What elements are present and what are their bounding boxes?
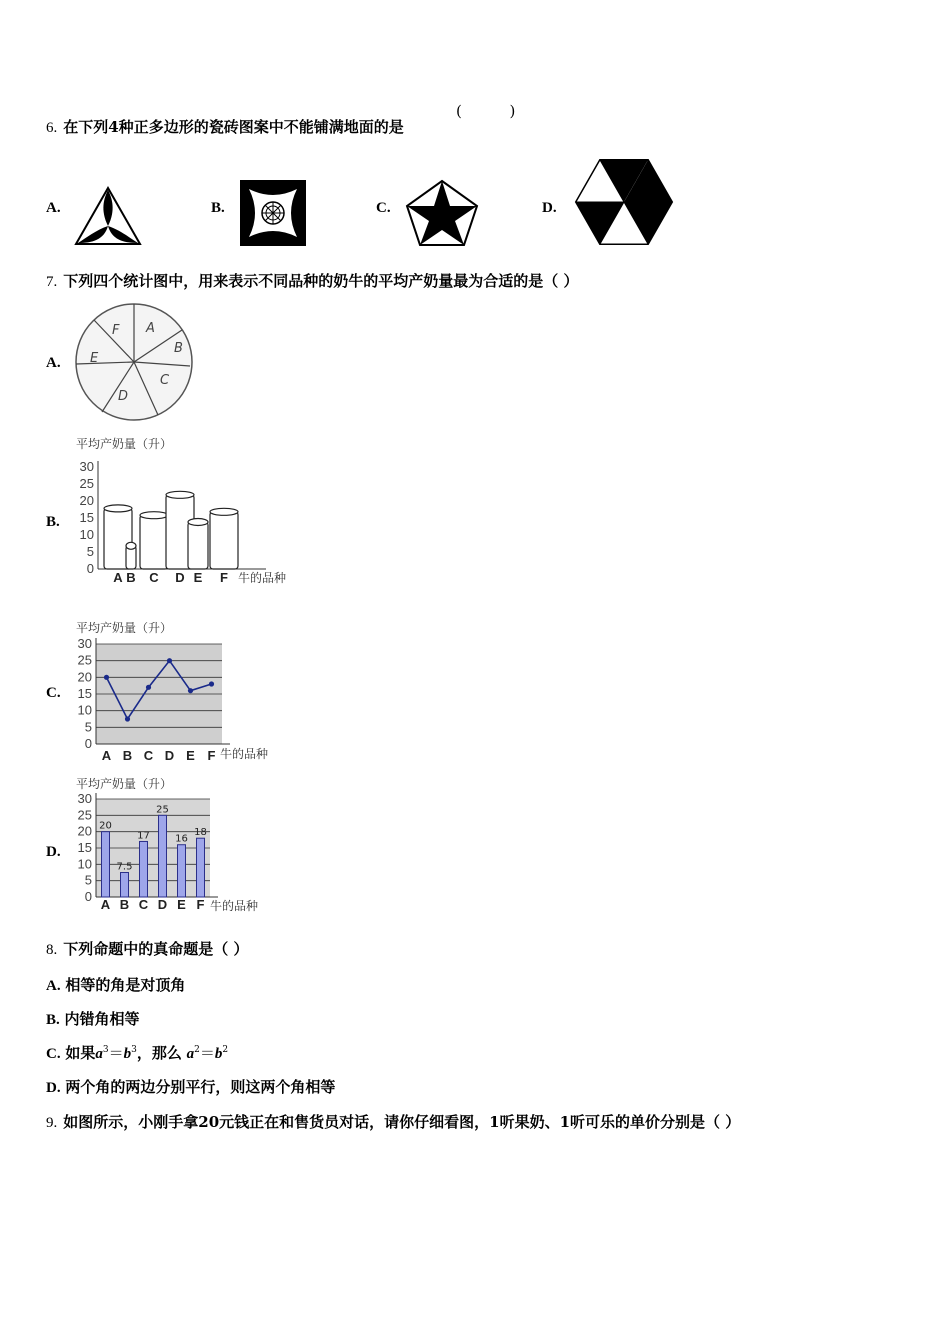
question-text: 下列命题中的真命题是（ ）: [63, 940, 249, 958]
q7-option-d-label: D.: [46, 844, 61, 860]
line-chart-ylabel: 平均产奶量（升）: [76, 621, 173, 635]
tile-triangle-image: [74, 186, 142, 248]
x-tick-label: E: [193, 570, 203, 585]
bar-value-label: 16: [175, 833, 188, 845]
pie-label-f: F: [112, 323, 120, 338]
y-tick-label: 20: [77, 823, 92, 839]
bar-chart: [70, 772, 290, 918]
y-tick-label: 25: [77, 652, 92, 668]
question-8: [46, 938, 248, 959]
option-d-label: D.: [542, 200, 557, 216]
question-number: 8.: [46, 942, 58, 958]
option-c-label: C.: [376, 200, 391, 216]
x-tick-label: E: [177, 897, 186, 912]
y-tick-label: 0: [84, 736, 92, 751]
y-tick-label: 0: [84, 889, 92, 904]
x-tick-label: A: [100, 897, 111, 912]
jar-chart-xlabel: 牛的品种: [238, 571, 287, 585]
option-label: D.: [46, 1080, 61, 1096]
bar-e: [178, 845, 186, 897]
y-tick-label: 25: [79, 476, 94, 491]
line-chart-axes: [78, 636, 230, 751]
bar-value-label: 18: [194, 827, 207, 839]
pie-label-c: C: [160, 373, 170, 388]
bar-d: [159, 815, 167, 897]
y-tick-label: 0: [86, 561, 94, 576]
option-label: C.: [46, 1046, 61, 1062]
bar-value-label: 20: [99, 820, 112, 832]
y-tick-label: 5: [84, 719, 92, 735]
y-tick-label: 10: [77, 856, 92, 872]
y-tick-label: 15: [77, 840, 92, 855]
pie-label-d: D: [118, 389, 129, 404]
data-point-e: [188, 688, 193, 693]
question-number: 9.: [46, 1115, 58, 1131]
data-point-d: [167, 658, 172, 663]
bar-b: [121, 873, 129, 898]
data-point-c: [146, 685, 151, 690]
y-tick-label: 30: [77, 791, 92, 806]
x-tick-label: B: [122, 748, 133, 763]
y-tick-label: 10: [77, 702, 92, 718]
bar-value-label: 17: [137, 830, 150, 842]
jar-lid-a: [104, 505, 132, 512]
y-tick-label: 20: [79, 493, 94, 508]
q7-option-b-label: B.: [46, 514, 60, 530]
y-tick-label: 25: [77, 807, 92, 823]
question-6: [46, 116, 404, 137]
pie-label-a: A: [146, 321, 155, 336]
q7-option-c-label: C.: [46, 685, 61, 701]
x-tick-label: C: [143, 748, 154, 763]
tile-square-image: [239, 179, 307, 247]
y-tick-label: 15: [77, 686, 92, 701]
option-label: A.: [46, 978, 61, 994]
jar-lid-e: [188, 519, 208, 526]
x-tick-label: D: [157, 897, 168, 912]
jar-body-c: [140, 515, 168, 569]
x-tick-label: D: [164, 748, 175, 763]
line-chart: [70, 616, 310, 766]
bar-chart-xlabel: 牛的品种: [210, 899, 259, 913]
jar-body-e: [188, 522, 208, 569]
tile-pentagon-image: [404, 178, 480, 248]
jar-body-f: [210, 512, 238, 569]
option-b-label: B.: [211, 200, 225, 216]
x-tick-label: B: [126, 570, 136, 585]
x-tick-label: A: [113, 570, 123, 585]
option-text: 内错角相等: [64, 1010, 140, 1028]
x-tick-label: C: [138, 897, 149, 912]
bar-value-label: 7.5: [116, 861, 133, 873]
question-number: 6.: [46, 120, 58, 136]
data-point-f: [209, 681, 214, 686]
data-point-a: [104, 675, 109, 680]
bar-f: [197, 838, 205, 897]
jar-chart: [70, 432, 310, 592]
question-7: [46, 270, 578, 291]
q8-option-a: [46, 974, 185, 995]
q8-option-b: [46, 1008, 140, 1029]
question-number: 7.: [46, 274, 58, 290]
tile-hexagon-image: [574, 158, 674, 246]
q8-option-d: [46, 1076, 335, 1097]
x-tick-label: B: [119, 897, 130, 912]
x-tick-label: C: [149, 570, 159, 585]
option-text-prefix: 如果: [65, 1044, 96, 1062]
q7-option-a-label: A.: [46, 355, 61, 371]
bar-value-label: 25: [156, 804, 169, 816]
pie-label-e: E: [90, 351, 99, 366]
q8-option-c: C. 如果$a^3=b^3$，那么 $a^2=b^2$: [46, 1044, 229, 1062]
x-tick-label: A: [101, 748, 112, 763]
y-tick-label: 30: [77, 636, 92, 651]
question-text: 在下列4种正多边形的瓷砖图案中不能铺满地面的是: [63, 118, 404, 136]
jar-lid-f: [210, 508, 238, 515]
jar-lid-d: [166, 491, 194, 498]
line-chart-xlabel: 牛的品种: [220, 747, 269, 761]
y-tick-label: 20: [77, 669, 92, 685]
answer-bracket: ( ): [456, 102, 516, 120]
pie-chart: [72, 300, 196, 424]
y-tick-label: 5: [86, 544, 94, 559]
jar-chart-ylabel: 平均产奶量（升）: [76, 437, 173, 451]
bar-chart-ylabel: 平均产奶量（升）: [76, 777, 173, 791]
x-tick-label: F: [207, 748, 216, 763]
question-text: 下列四个统计图中，用来表示不同品种的奶牛的平均产奶量最为合适的是（ ）: [63, 272, 579, 290]
x-tick-label: E: [186, 748, 195, 763]
y-tick-label: 5: [84, 872, 92, 888]
bar-a: [102, 832, 110, 897]
x-tick-label: D: [175, 570, 185, 585]
y-tick-label: 30: [79, 459, 94, 474]
data-point-b: [125, 716, 130, 721]
question-text: 如图所示，小刚手拿20元钱正在和售货员对话，请你仔细看图，1听果奶、1听可乐的单价分别是（ ）: [63, 1113, 741, 1131]
option-text: 相等的角是对顶角: [65, 976, 186, 994]
option-label: B.: [46, 1012, 60, 1028]
jar-lid-c: [140, 512, 168, 519]
y-tick-label: 10: [79, 527, 94, 542]
bar-c: [140, 841, 148, 897]
pie-label-b: B: [174, 341, 183, 356]
question-9: [46, 1111, 740, 1132]
x-tick-label: F: [220, 570, 228, 585]
jar-lid-b: [126, 542, 136, 549]
x-tick-label: F: [196, 897, 205, 912]
option-text: 两个角的两边分别平行，则这两个角相等: [65, 1078, 336, 1096]
option-a-label: A.: [46, 200, 61, 216]
y-tick-label: 15: [79, 510, 94, 525]
